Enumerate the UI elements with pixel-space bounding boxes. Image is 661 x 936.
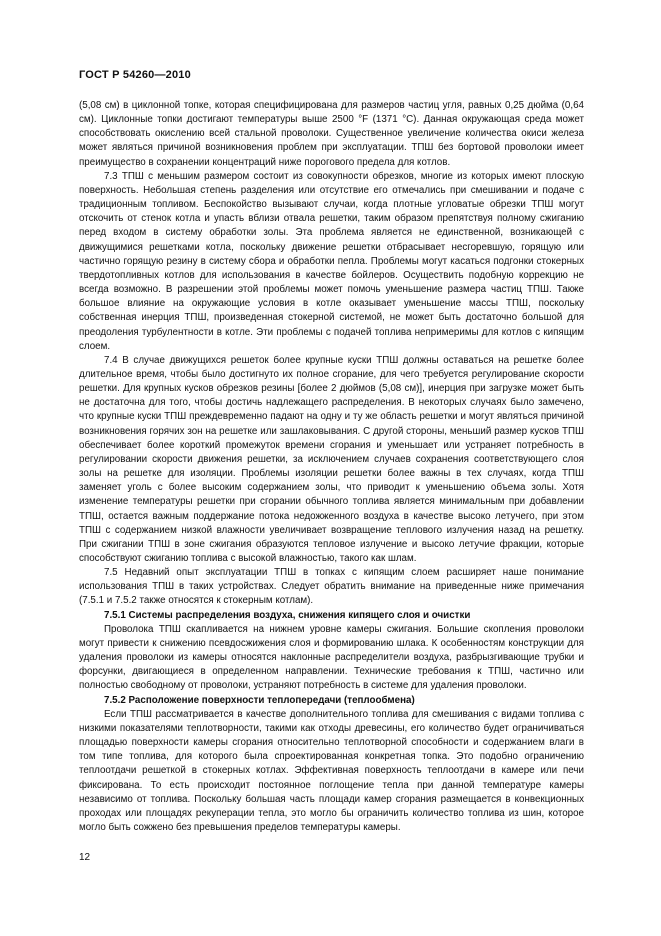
paragraph-7-5-2: Если ТПШ рассматривается в качестве дополнительного топлива для смешивания с видами топлива с низкими показателями теплотворности, такими как отходы древесины, его количество будет ограничиваться площадью поверхности камеры сгорания относительно теплотворной способности и содержанием влаги в том типе топлива, для которого была спроектированная конкретная топка. Это подобно ограничению теплоотдачи решеткой в стокерных котлах. Эффективная поверхность теплоотдачи в камере или печи фиксирована. То есть происходит постоянное поглощение тепла при данной температуре камеры независимо от топлива. Поскольку большая часть площади камер сгорания размещается в конвекционных проходах или площадях рекуперации тепла, это могло бы ограничить количество топлива из шин, которое могло быть сожжено без превышения пределов температуры камеры.: [79, 708, 584, 833]
standard-header: ГОСТ Р 54260—2010: [79, 69, 191, 81]
section-heading-7-5-2: 7.5.2 Расположение поверхности теплопередачи (теплообмена): [104, 694, 415, 706]
paragraph-7-4: 7.4 В случае движущихся решеток более крупные куски ТПШ должны оставаться на решетке более длительное время, чтобы было достигнуто их полное сгорание, для чего требуется регулирование скорости решетки. Для крупных кусков обрезков резины [более 2 дюймов (5,08 см)], инерция при загрузке может быть не достаточна для того, чтобы достичь надлежащего распределения. В некоторых случаях было замечено, что крупные куски ТПШ преждевременно падают на одну и ту же область решетки и могут являться причиной возникновения горячих зон на решетке или зашлаковывания. С другой стороны, меньший размер кусков ТПШ обеспечивает более короткий промежуток времени сгорания и уменьшает или устраняет потребность в регулировании скорости движения решетки, за исключением случаев сохранения соответствующего слоя золы на решетке для изоляции. Проблемы изоляции решетки более важны в тех случаях, когда ТПШ заменяет уголь с более высоким содержанием золы, что приводит к уменьшению объема золы. Хотя изменение температуры решетки при сгорании обычного топлива является минимальным при добавлении ТПШ, остается важным поддержание потока недожженного воздуха в качестве высоко летучего, при этом ТПШ с содержанием низкой влажности увеличивает возвращение теплового излучения назад на решетку. При сжигании ТПШ в зоне сжигания образуются тепловое излучение и высоко летучие фракции, которые способствуют сжиганию топлива с высокой влажностью, такого как шлам.: [79, 354, 584, 564]
paragraph-7-5: 7.5 Недавний опыт эксплуатации ТПШ в топках с кипящим слоем расширяет наше понимание использования ТПШ в таких устройствах. Следует обратить внимание на приведенные ниже примечания (7.5.1 и 7.5.2 также относятся к стокерным котлам).: [79, 567, 584, 607]
section-heading-7-5-1: 7.5.1 Системы распределения воздуха, снижения кипящего слоя и очистки: [104, 609, 471, 621]
paragraph-continuation: (5,08 см) в циклонной топке, которая специфицирована для размеров частиц угля, равных 0,25 дюйма (0,64 см). Циклонные топки достигают температуры выше 2500 °F (1371 °С). Данная окружающая среда может способствовать окислению всей стальной проволоки. Существенное увеличение количества окиси железа может являться причиной возникновения проблем при эксплуатации. ТПШ без бортовой проволоки имеет преимущество в сохранении концентраций ниже порогового предела для котлов.: [79, 100, 584, 168]
page-number: 12: [79, 852, 91, 863]
paragraph-7-3: 7.3 ТПШ с меньшим размером состоит из совокупности обрезков, многие из которых имеют плоскую поверхность. Небольшая степень разделения или отсутствие его отмечались при смешивании и подаче с традиционным топливом. Беспокойство вызывают случаи, когда плотные угловатые обрезки ТПШ могут отскочить от стенок котла и упасть вблизи отвала решетки, таким образом препятствуя полному сжиганию перед входом в систему обработки золы. Эта проблема является не единственной, возникающей с движущимися решетками котла, поскольку движение решетки отбрасывает несгоревшую, горящую или частично горящую резину в систему сбора и обработки пепла. Проблемы могут касаться подгонки стокерных твердотопливных котлов для использования в качестве бойлеров. Осуществить подобную коррекцию не всегда возможно. В разрешении этой проблемы может помочь уменьшение размера частиц ТПШ. Также большое влияние на окружающие условия в котле оказывает уменьшение массы ТПШ, поскольку собственная инерция ТПШ, произведенная стокерной системой, не может быть достаточно большой для преодоления турбулентности в котле. Эти проблемы с подачей топлива непримеримы для котлов с кипящим слоем.: [79, 170, 584, 352]
document-body: [79, 99, 584, 835]
paragraph-7-5-1: Проволока ТПШ скапливается на нижнем уровне камеры сжигания. Большие скопления проволоки могут привести к снижению псевдосжижения слоя и формированию шлака. К особенностям конструкции для удаления проволоки из камеры относятся наклонные распределители воздуха, разбрызгивающие трубки и форсунки, двигающиеся в определенном направлении. Технические требования к ТПШ, частично или полностью свободному от проволоки, устраняют потребность в системе для удаления проволоки.: [79, 623, 584, 692]
